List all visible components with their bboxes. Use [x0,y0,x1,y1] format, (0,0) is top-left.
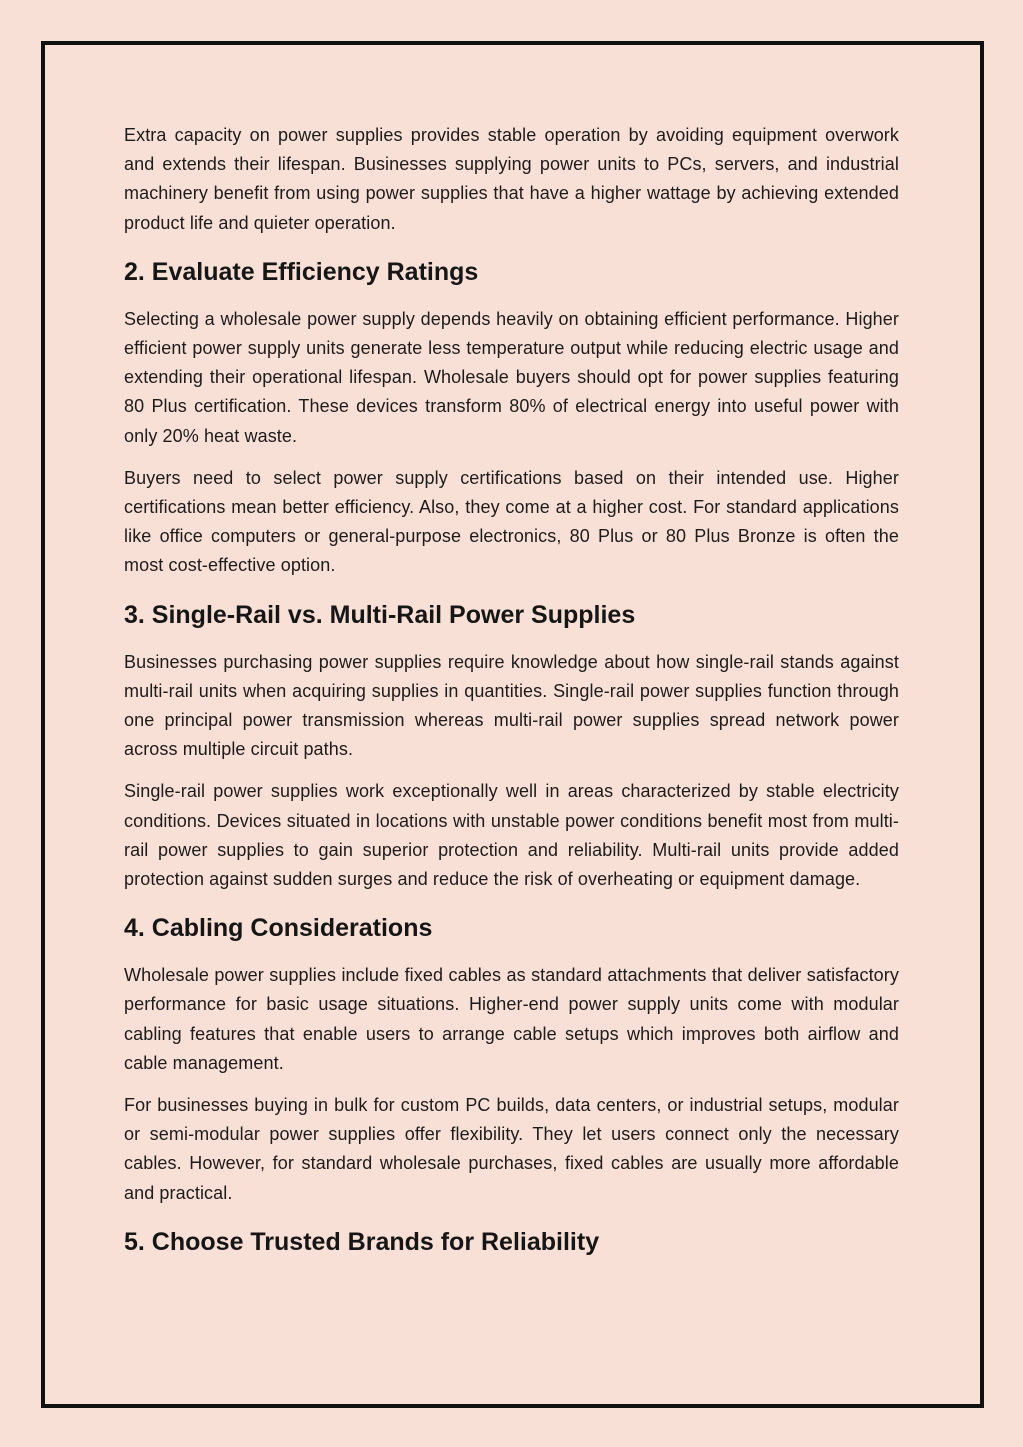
rail-paragraph-2: Single-rail power supplies work exceptionally well in areas characterized by stable electricity conditions. Devices situated in locations with unstable power conditions benefit most from multi-rail power supplies to gain superior protection and reliability. Multi-rail units provide added protection against sudden surges and reduce the risk of overheating or equipment damage. [124,781,899,890]
cabling-paragraph-1: Wholesale power supplies include fixed cables as standard attachments that deliver satisfactory performance for basic usage situations. Higher-end power supply units come with modular cabling features that enable users to arrange cable setups which improves both airflow and cable management. [124,965,899,1073]
cabling-paragraph-2: For businesses buying in bulk for custom PC builds, data centers, or industrial setups, modular or semi-modular power supplies offer flexibility. They let users connect only the necessary cables. However, for standard wholesale purchases, fixed cables are usually more affordable and practical. [124,1095,899,1203]
intro-paragraph: Extra capacity on power supplies provides stable operation by avoiding equipment overwork and extends their lifespan. Businesses supplying power units to PCs, servers, and industrial machinery benefit from using power supplies that have a higher wattage by achieving extended product life and quieter operation. [124,125,899,233]
efficiency-paragraph-1: Selecting a wholesale power supply depends heavily on obtaining efficient performance. Higher efficient power supply units generate less temperature output while reducing electric usage and extending their operational lifespan. Wholesale buyers should opt for power supplies featuring 80 Plus certification. These devices transform 80% of electrical energy into useful power with only 20% heat waste. [124,308,899,446]
heading-cabling-considerations: 4. Cabling Considerations [124,914,433,943]
heading-trusted-brands: 5. Choose Trusted Brands for Reliability [124,1227,600,1256]
rail-paragraph-1: Businesses purchasing power supplies require knowledge about how single-rail stands against multi-rail units when acquiring supplies in quantities. Single-rail power supplies function through one principal power transmission whereas multi-rail power supplies spread network power across multiple circuit paths. [124,651,899,760]
efficiency-paragraph-2: Buyers need to select power supply certifications based on their intended use. Higher certifications mean better efficiency. Also, they come at a higher cost. For standard applications like office computers or general-purpose electronics, 80 Plus or 80 Plus Bronze is often the most cost-effective option. [124,467,899,576]
heading-single-vs-multi-rail: 3. Single-Rail vs. Multi-Rail Power Supplies [124,600,636,629]
heading-efficiency-ratings: 2. Evaluate Efficiency Ratings [124,257,479,286]
document-body [124,121,899,1275]
